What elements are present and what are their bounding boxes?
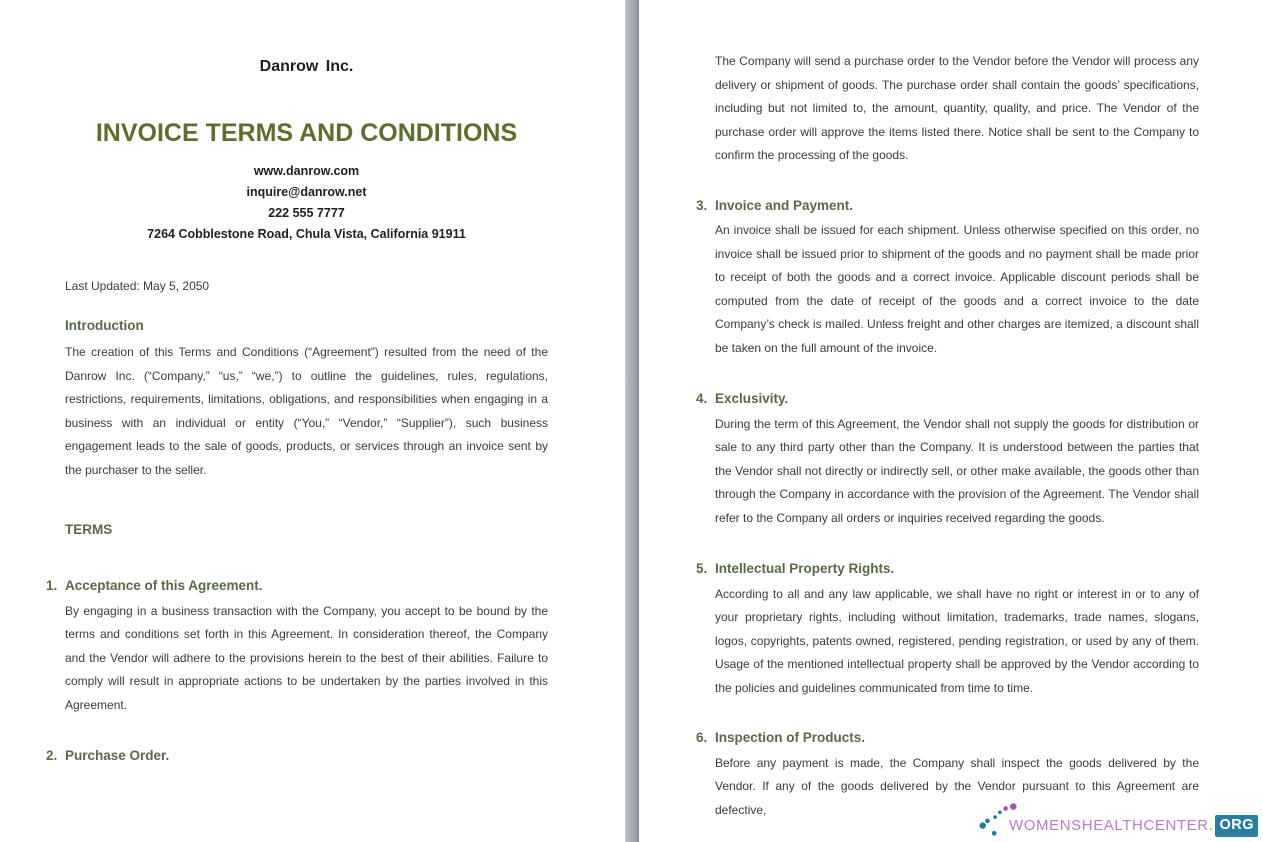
section-3-paragraph: An invoice shall be issued for each shipment. Unless otherwise specified on this order, no invoice shall be issued prior to shipment of the goods and no payment shall be made prior to receipt of both the goods and a correct invoice. Applicable discount periods shall be computed from the date of receipt of the goods and a correct invoice to the date Company’s check is mailed. Unless freight and other charges are itemized, a discount shall be taken on the full amount of the invoice. bbox=[715, 223, 1199, 355]
section-number: 1. bbox=[46, 578, 58, 593]
section-5-heading bbox=[696, 557, 1199, 581]
contact-block bbox=[65, 161, 548, 245]
section-title: Invoice and Payment. bbox=[715, 197, 854, 213]
section-4-paragraph: During the term of this Agreement, the Vendor shall not supply the goods for distribution or sale to any third party other than the Company. It is understood between the parties that the Vendor shall not directly or indirectly sell, or other make available, the goods other than through the Company in accordance with the provision of the Agreement. The Vendor shall refer to the Company all orders or inquiries received regarding the goods. bbox=[715, 416, 1199, 525]
company-phone: 222 555 7777 bbox=[268, 206, 345, 220]
dots-swirl-icon bbox=[978, 797, 1018, 839]
section-6-paragraph: Before any payment is made, the Company shall inspect the goods delivered by the Vendor. If any of the goods delivered by the Vendor pursuant to this Agreement are defective, bbox=[715, 755, 1199, 817]
section-2 bbox=[46, 744, 548, 768]
section-5 bbox=[696, 557, 1199, 700]
introduction-heading: Introduction bbox=[65, 318, 144, 333]
document-title: INVOICE TERMS AND CONDITIONS bbox=[95, 119, 518, 147]
section-1 bbox=[46, 574, 548, 717]
section-1-heading bbox=[46, 574, 548, 598]
section-title: Intellectual Property Rights. bbox=[715, 561, 895, 576]
section-number: 3. bbox=[696, 197, 708, 213]
section-4 bbox=[696, 387, 1199, 530]
company-email: inquire@danrow.net bbox=[246, 185, 367, 199]
section-4-heading bbox=[696, 387, 1199, 411]
section-title: Acceptance of this Agreement. bbox=[65, 578, 263, 593]
section-title: Exclusivity. bbox=[715, 391, 789, 406]
section-2-paragraph: The Company will send a purchase order to the Vendor before the Vendor will process any delivery or shipment of goods. The purchase order shall contain the goods’ specifications, including but not limited to, the amount, quantity, quality, and price. The Vendor of the purchase order will approve the items listed there. Notice shall be sent to the Company to confirm the processing of the goods. bbox=[715, 54, 1199, 162]
section-3 bbox=[696, 194, 1199, 361]
section-title: Purchase Order. bbox=[65, 748, 170, 763]
section-3-heading bbox=[696, 194, 1199, 218]
section-number: 2. bbox=[46, 748, 58, 763]
company-website: www.danrow.com bbox=[253, 164, 360, 178]
section-1-paragraph: By engaging in a business transaction with the Company, you accept to be bound by the terms and conditions set forth in this Agreement. In consideration thereof, the Company and the Vendor will adhere to the provisions herein to the best of their abilities. Failure to comply will result in appropriate actions to be undertaken by the parties involved in this Agreement. bbox=[65, 603, 548, 712]
section-2-heading bbox=[46, 744, 548, 768]
section-6-heading bbox=[696, 726, 1199, 750]
page-right bbox=[639, 0, 1263, 842]
page-left bbox=[0, 0, 625, 842]
company-address: 7264 Cobblestone Road, Chula Vista, California 91911 bbox=[147, 227, 466, 241]
company-name: Danrow Inc. bbox=[259, 58, 354, 75]
watermark-logo bbox=[978, 795, 1258, 837]
watermark-tld-badge: ORG bbox=[1215, 815, 1258, 837]
section-5-paragraph: According to all and any law applicable, we shall have no right or interest in or to any of your proprietary rights, including without limitation, trademarks, trade names, slogans, logos, copyrights, patents owned, registered, pending registration, or used by any of them. Usage of the mentioned intellectual property shall be approved by the Vendor according to the policies and guidelines communicated from time to time. bbox=[715, 586, 1199, 695]
section-number: 5. bbox=[696, 561, 708, 576]
section-title: Inspection of Products. bbox=[715, 730, 866, 745]
section-number: 6. bbox=[696, 730, 708, 745]
section-number: 4. bbox=[696, 391, 708, 406]
watermark-site-name: WOMENSHEALTHCENTER. bbox=[1009, 817, 1214, 834]
last-updated: Last Updated: May 5, 2050 bbox=[65, 279, 210, 293]
page-divider bbox=[625, 0, 639, 842]
terms-heading: TERMS bbox=[65, 522, 113, 537]
introduction-paragraph: The creation of this Terms and Conditions (“Agreement”) resulted from the need of the Danrow Inc. (“Company,” “us,” “we,”) to outline the guidelines, rules, regulations, restrictions, requirements, limitations, obligations, and responsibilities when engaging in a business with an individual or entity (“You,” “Vendor,” “Supplier”), such business engagement leads to the sale of goods, products, or services through an invoice sent by the purchaser to the seller. bbox=[65, 345, 548, 477]
